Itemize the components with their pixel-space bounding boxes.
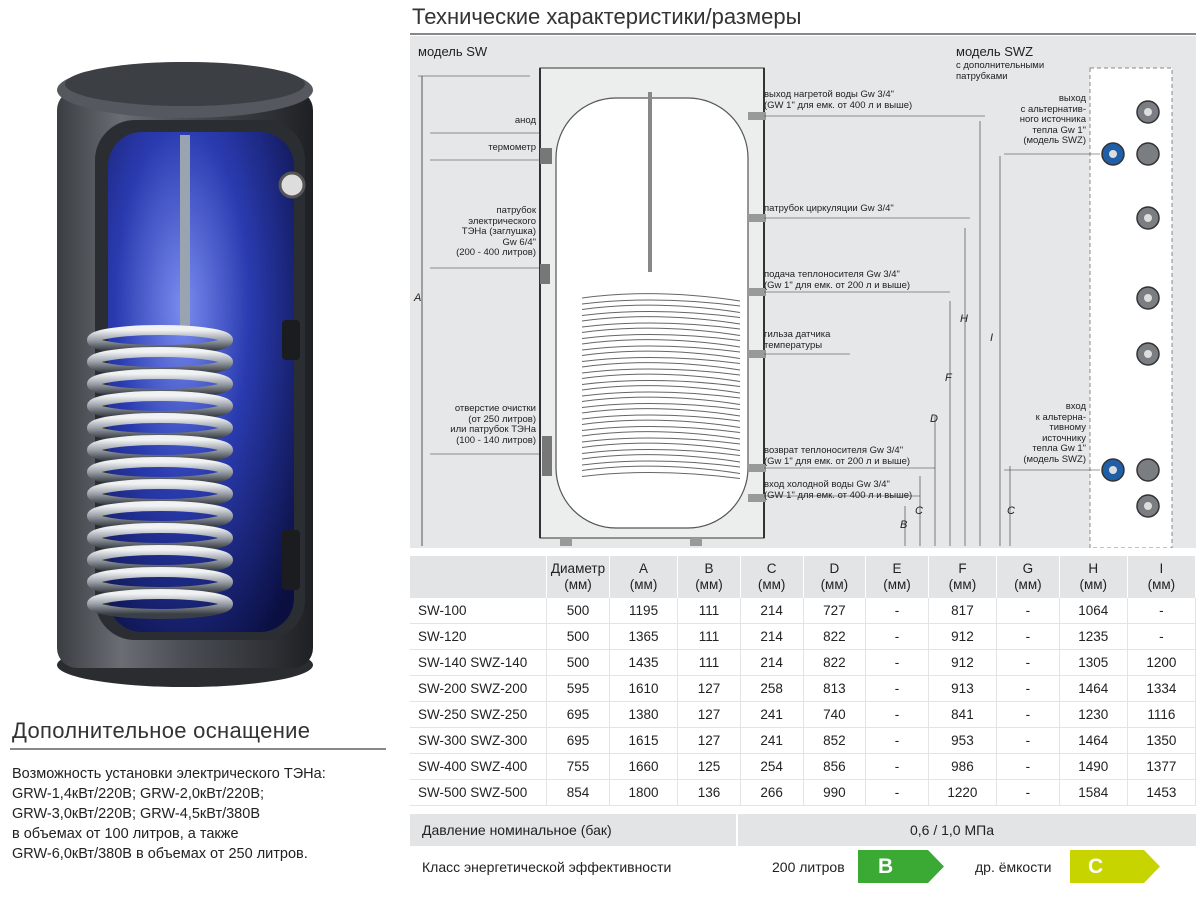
table-row [410, 780, 1196, 806]
spec-table [410, 556, 1196, 806]
value-cell: 740 [803, 702, 866, 728]
value-cell: 111 [678, 598, 741, 624]
value-cell: 1800 [610, 780, 678, 806]
other-volume-label: др. ёмкости [975, 859, 1052, 875]
value-cell: 125 [678, 754, 741, 780]
model-swz-label: модель SWZ [956, 44, 1034, 59]
divider [10, 748, 386, 750]
value-cell: 1453 [1127, 780, 1195, 806]
model-cell: SW-200 SWZ-200 [410, 676, 547, 702]
anode-label: анод [514, 115, 536, 126]
small-volume-label: 200 литров [772, 859, 845, 875]
pressure-label: Давление номинальное (бак) [422, 822, 612, 838]
value-cell: 986 [928, 754, 996, 780]
pressure-row [410, 814, 1196, 846]
value-cell: 856 [803, 754, 866, 780]
value-cell: 111 [678, 650, 741, 676]
value-cell: 1610 [610, 676, 678, 702]
value-cell: 241 [740, 702, 803, 728]
value-cell: 727 [803, 598, 866, 624]
value-cell: - [997, 702, 1060, 728]
value-cell: 500 [547, 624, 610, 650]
value-cell: - [997, 780, 1060, 806]
port-center [1144, 214, 1152, 222]
col-header-diameter: Диаметр (мм) [547, 556, 610, 598]
port-fitting [1137, 143, 1159, 165]
value-cell: 1365 [610, 624, 678, 650]
table-row [410, 598, 1196, 624]
value-cell: 953 [928, 728, 996, 754]
value-cell: 990 [803, 780, 866, 806]
spec-title: Технические характеристики/размеры [412, 4, 802, 29]
value-cell: - [866, 754, 929, 780]
energy-class-row [410, 850, 1196, 886]
value-cell: 1584 [1059, 780, 1127, 806]
value-cell: 127 [678, 702, 741, 728]
dim-label-i: I [990, 332, 994, 344]
value-cell: 1350 [1127, 728, 1195, 754]
value-cell: - [997, 754, 1060, 780]
value-cell: 266 [740, 780, 803, 806]
col-header-a: A (мм) [610, 556, 678, 598]
value-cell: 1195 [610, 598, 678, 624]
value-cell: 1235 [1059, 624, 1127, 650]
extra-equipment-title: Дополнительное оснащение [12, 718, 311, 743]
value-cell: 813 [803, 676, 866, 702]
value-cell: - [866, 728, 929, 754]
sensor-label: гильза датчика температуры [764, 329, 831, 351]
value-cell: 1615 [610, 728, 678, 754]
divider [736, 814, 738, 846]
value-cell: - [997, 624, 1060, 650]
hot-water-out-label: выход нагретой воды Gw 3/4" (GW 1" для емк. от 400 л и выше) [764, 89, 913, 111]
swz-out-label: выход с альтернатив- ного источника тепла Gw 1" (модель SWZ) [1019, 93, 1086, 146]
value-cell: 1334 [1127, 676, 1195, 702]
value-cell: - [997, 676, 1060, 702]
extra-equipment-text [12, 764, 392, 864]
value-cell: - [866, 624, 929, 650]
model-cell: SW-140 SWZ-140 [410, 650, 547, 676]
supply-label: подача теплоносителя Gw 3/4" (Gw 1" для емк. от 200 л и выше) [764, 269, 911, 291]
value-cell: 854 [547, 780, 610, 806]
table-row [410, 650, 1196, 676]
value-cell: - [866, 598, 929, 624]
value-cell: 695 [547, 728, 610, 754]
value-cell: - [1127, 598, 1195, 624]
col-header-h: H (мм) [1059, 556, 1127, 598]
port-fitting [1137, 459, 1159, 481]
value-cell: 136 [678, 780, 741, 806]
col-header-b: B (мм) [678, 556, 741, 598]
port-center [1109, 150, 1117, 158]
value-cell: - [997, 650, 1060, 676]
col-header-d: D (мм) [803, 556, 866, 598]
col-header-i: I (мм) [1127, 556, 1195, 598]
pressure-value: 0,6 / 1,0 МПа [910, 822, 994, 838]
model-cell: SW-120 [410, 624, 547, 650]
value-cell: 913 [928, 676, 996, 702]
value-cell: 695 [547, 702, 610, 728]
table-row [410, 676, 1196, 702]
dim-label-a: A [414, 292, 422, 304]
value-cell: - [997, 598, 1060, 624]
value-cell: 841 [928, 702, 996, 728]
value-cell: 214 [740, 598, 803, 624]
dim-label-f: F [945, 372, 952, 384]
value-cell: 1464 [1059, 676, 1127, 702]
value-cell: - [866, 702, 929, 728]
energy-badge-c [1070, 850, 1162, 883]
value-cell: - [866, 650, 929, 676]
model-cell: SW-100 [410, 598, 547, 624]
col-header-f: F (мм) [928, 556, 996, 598]
cold-in-label: вход холодной воды Gw 3/4" (GW 1" для емк. от 400 л и выше) [764, 479, 913, 501]
table-row [410, 754, 1196, 780]
value-cell: 1490 [1059, 754, 1127, 780]
thermometer-label: термометр [488, 142, 536, 153]
model-cell: SW-400 SWZ-400 [410, 754, 547, 780]
model-sw-label: модель SW [418, 44, 488, 59]
dim-label-d: D [930, 413, 938, 425]
value-cell: 1200 [1127, 650, 1195, 676]
value-cell: 127 [678, 676, 741, 702]
col-header-model [410, 556, 547, 598]
value-cell: 817 [928, 598, 996, 624]
extra-line: в объемах от 100 литров, а также [12, 826, 239, 842]
energy-badge-b [858, 850, 946, 883]
value-cell: 1305 [1059, 650, 1127, 676]
value-cell: 1377 [1127, 754, 1195, 780]
value-cell: 127 [678, 728, 741, 754]
value-cell: - [866, 676, 929, 702]
extra-line: Возможность установки электрического ТЭНа: [12, 766, 326, 782]
dim-label-c2: C [1007, 505, 1015, 517]
extra-line: GRW-6,0кВт/380В в объемах от 250 литров. [12, 846, 308, 862]
energy-class-c: C [1088, 855, 1104, 878]
swz-sub-label: с дополнительными патрубками [956, 60, 1045, 82]
dim-label-c: C [915, 505, 923, 517]
energy-class-b: B [878, 855, 894, 878]
extra-line: GRW-3,0кВт/220В; GRW-4,5кВт/380В [12, 806, 260, 822]
value-cell: 822 [803, 650, 866, 676]
value-cell: 214 [740, 624, 803, 650]
dim-label-h: H [960, 313, 968, 325]
energy-class-label: Класс энергетической эффективности [422, 859, 672, 875]
value-cell: 214 [740, 650, 803, 676]
extra-line: GRW-1,4кВт/220В; GRW-2,0кВт/220В; [12, 786, 265, 802]
port-center [1109, 466, 1117, 474]
swz-in-label: вход к альтерна- тивному источнику тепла Gw 1" (модель SWZ) [1023, 401, 1086, 465]
port-center [1144, 294, 1152, 302]
value-cell: 1116 [1127, 702, 1195, 728]
value-cell: 822 [803, 624, 866, 650]
col-header-e: E (мм) [866, 556, 929, 598]
dimension-diagram [410, 36, 1196, 548]
water-heater-illustration [20, 40, 370, 700]
cleaning-label: отверстие очистки (от 250 литров) или патрубок ТЭНа (100 - 140 литров) [450, 403, 536, 446]
circulation-label: патрубок циркуляции Gw 3/4" [764, 203, 894, 214]
col-header-c: C (мм) [740, 556, 803, 598]
divider [410, 33, 1196, 35]
value-cell: - [997, 728, 1060, 754]
value-cell: 254 [740, 754, 803, 780]
value-cell: 1435 [610, 650, 678, 676]
value-cell: 1660 [610, 754, 678, 780]
value-cell: 595 [547, 676, 610, 702]
return-label: возврат теплоносителя Gw 3/4" (Gw 1" для емк. от 200 л и выше) [764, 445, 911, 467]
value-cell: 258 [740, 676, 803, 702]
value-cell: 1464 [1059, 728, 1127, 754]
col-header-g: G (мм) [997, 556, 1060, 598]
value-cell: 912 [928, 624, 996, 650]
port-center [1144, 502, 1152, 510]
dim-label-b: B [900, 519, 908, 531]
value-cell: 500 [547, 650, 610, 676]
port-center [1144, 350, 1152, 358]
value-cell: 1064 [1059, 598, 1127, 624]
value-cell: 241 [740, 728, 803, 754]
value-cell: 1230 [1059, 702, 1127, 728]
table-row [410, 728, 1196, 754]
model-cell: SW-250 SWZ-250 [410, 702, 547, 728]
model-cell: SW-500 SWZ-500 [410, 780, 547, 806]
table-header-row [410, 556, 1196, 598]
value-cell: 852 [803, 728, 866, 754]
value-cell: 111 [678, 624, 741, 650]
value-cell: - [1127, 624, 1195, 650]
table-row [410, 702, 1196, 728]
value-cell: - [866, 780, 929, 806]
model-cell: SW-300 SWZ-300 [410, 728, 547, 754]
heater-port-label: патрубок электрического ТЭНа (заглушка) Gw 6/4" (200 - 400 литров) [456, 205, 536, 258]
value-cell: 1380 [610, 702, 678, 728]
table-row [410, 624, 1196, 650]
value-cell: 755 [547, 754, 610, 780]
port-center [1144, 108, 1152, 116]
value-cell: 500 [547, 598, 610, 624]
value-cell: 1220 [928, 780, 996, 806]
value-cell: 912 [928, 650, 996, 676]
